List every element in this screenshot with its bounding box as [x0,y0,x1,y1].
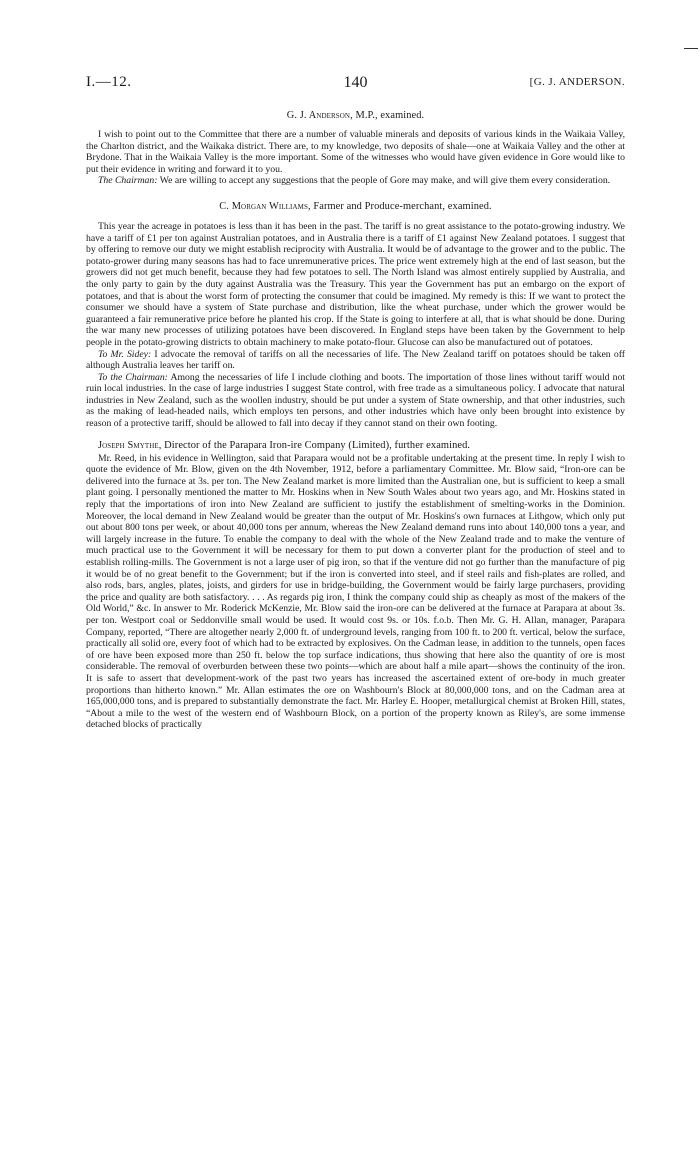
parliamentary-paper-reference: I.—12. [86,74,132,90]
section-williams [86,200,625,430]
page-body [86,109,625,731]
witness-description: , M.P., examined. [350,110,425,121]
section-smythe [86,439,625,731]
paragraph: Mr. Reed, in his evidence in Wellington, said that Parapara would not be a profitable undertaking at the present time. In reply I wish to quote the evidence of Mr. Blow, given on the 4th November, 1912, before a parliamentary Committee. Mr. Blow said, “Iron-ore can be delivered into the furnace at 3s. per ton. The New Zealand market is more limited than the Australian one, but is sufficient to keep a small plant going. I personally mentioned the matter to Mr. Hoskins when in New South Wales about two years ago, and Mr. Hoskins stated in reply that the importations of iron into New Zealand are sufficient to justify the establishment of smelting-works in the Dominion. Moreover, the local demand in New Zealand would be greater than the output of Mr. Hoskins's own furnaces at Lithgow, which only put out about 800 tons per week, or about 40,000 tons per annum, whereas the New Zealand demand runs into about 140,000 tons a year, and will largely increase in the future. To enable the company to deal with the whole of the New Zealand trade and to make the venture of much practical use to the Government it will be necessary for them to put down a converter plant for the production of steel and to establish rolling-mills. The Government is not a large user of pig iron, so that if the venture did not go further than the manufacture of pig it would be of no great benefit to the Government; but if the iron is converted into steel, and if steel rails and fish-plates are rolled, and also rods, bars, angles, plates, joists, and girders for use in bridge-building, the Government would be fairly large purchasers, providing the price and quality are both satisfactory. . . . As regards pig iron, I think the company could ship as cheaply as most of the makers of the Old World,” &c. In answer to Mr. Roderick McKenzie, Mr. Blow said the iron-ore can be delivered at the furnace at Parapara at about 3s. per ton. Westport coal or Seddonville small would be used. It would cost 9s. or 10s. f.o.b. Then Mr. G. H. Allan, manager, Parapara Company, reported, “There are altogether nearly 2,000 ft. of underground levels, ranging from 100 ft. to 200 ft. vertical, below the surface, practically all solid ore, every foot of which had to be extracted by explosives. On the Cadman lease, in addition to the tunnels, open faces of ore have been exposed more than 250 ft. below the top surface indications, thus showing that here also the quantity of ore is most considerable. The removal of overburden between these two points—which are about half a mile apart—shows the continuity of the iron. It is safe to assert that development-work of the past two years has increased the ascertained extent of ore-body in much greater proportions than hitherto known.” Mr. Allan estimates the ore on Washbourn's Block at 80,000,000 tons, and on the Cadman area at 165,000,000 tons, and is prepared to substantially demonstrate the fact. Mr. Harley E. Hooper, metallurgical chemist at Broken Hill, states, “About a mile to the west of the western end of Washbourn Block, on a portion of the property known as Riley's, are some immense detached blocks of practically [86,452,625,731]
paragraph [86,175,625,187]
paragraph [86,372,625,430]
section-anderson [86,109,625,187]
speaker-text: Among the necessaries of life I include clothing and boots. The importation of those lines without tariff would not ruin local industries. In the case of large industries I suggest State control, with free trade as a simultaneous policy. I advocate that natural industries in New Zealand, such as the woollen industry, should be put under a system of State ownership, and that other industries, such as the making of lead-headed nails, which employs ten persons, and other industries which have only been brought into existence by reason of a protective tariff, should be allowed to fall into decay if they cannot stand on their own footing. [86,371,625,430]
paragraph: This year the acreage in potatoes is less than it has been in the past. The tariff is no great assistance to the potato-growing industry. We have a tariff of £1 per ton against Australian potatoes, and in Australia there is a tariff of £1 against New Zealand potatoes. I suggest that by offering to remove our duty we might establish reciprocity with Australia. It would be of advantage to the grower and to the public. The potato-grower during many seasons has had to face unremunerative prices. The price went extremely high at the end of last season, but the growers did not get much benefit, because they had few potatoes to sell. The North Island was almost entirely supplied by Australia, and the only party to gain by the duty against Australia was the Treasury. This year the Government has put an embargo on the export of potatoes, and that is about the worst form of protecting the consumer that could be imagined. My remedy is this: If we want to protect the consumer we should have a system of State purchase and distribution, like the wheat purchase, under which the grower would be guaranteed a fair remunerative price before he planted his crop. If the State is going to interfere at all, that is what should be done. During the war many new processes of utilizing potatoes have been discovered. In England steps have been taken by the Government to help people in the potato-growing districts to obtain machinery to make potato-flour. Glucose can also be manufactured out of potatoes. [86,220,625,348]
witness-name: C. Morgan Williams [219,200,308,212]
speaker-label: The Chairman: [98,175,158,187]
paragraph: I wish to point out to the Committee that there are a number of valuable minerals and deposits of various kinds in the Waikaia Valley, the Charlton district, and the Waikaka district. There are, to my knowledge, two deposits of shale—one at Waikaia Valley and the other at Brydone. That in the Waikaia Valley is the more important. Some of the witnesses who would have given evidence in Gore would like to put their evidence in writing and forward it to you. [86,129,625,175]
running-head: [G. J. ANDERSON. [529,76,625,88]
witness-name: Joseph Smythe [98,439,159,451]
section-heading [86,200,625,213]
witness-description: , Farmer and Produce-merchant, examined. [307,200,492,212]
witness-name: G. J. Anderson [286,110,351,121]
speaker-label: To Mr. Sidey: [98,348,152,360]
speaker-text: I advocate the removal of tariffs on all the necessaries of life. The New Zealand tariff on potatoes should be taken off although Australia leaves her tariff on. [86,348,625,372]
margin-mark [684,48,698,49]
paragraph [86,349,625,372]
section-heading [86,109,625,122]
section-heading [86,439,625,452]
speaker-text: We are willing to accept any suggestions that the people of Gore may make, and will give them every consideration. [157,175,611,187]
page-number: 140 [343,74,368,91]
witness-description: , Director of the Parapara Iron-ire Company (Limited), further examined. [158,439,471,451]
page-header [86,74,625,96]
speaker-label: To the Chairman: [98,371,168,383]
